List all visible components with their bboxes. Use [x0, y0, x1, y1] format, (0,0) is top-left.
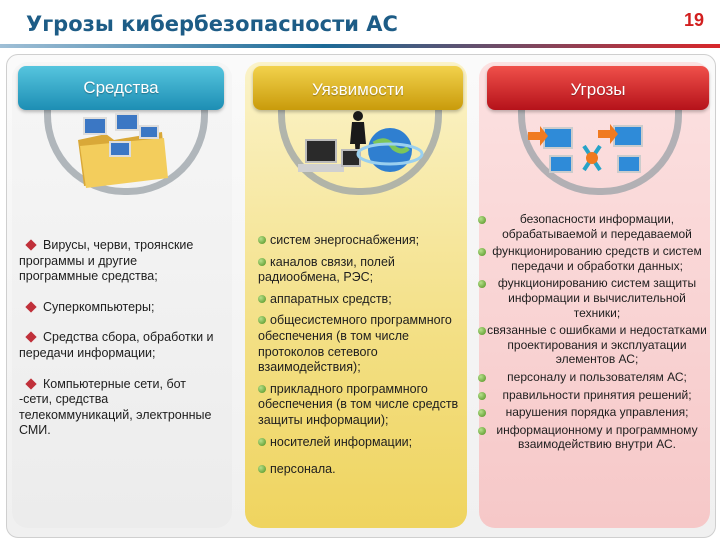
list-item: нарушения порядка управления; [485, 405, 709, 420]
page-number: 19 [683, 10, 704, 30]
list-item: функционированию систем защиты информации и вычислительной техники; [485, 276, 709, 320]
list-item: носителей информации; [258, 435, 464, 451]
green-dot-bullet-icon [258, 316, 266, 324]
list-item: Суперкомпьютеры; [19, 300, 219, 316]
title-underline [0, 44, 720, 48]
green-dot-bullet-icon [478, 280, 486, 288]
person-computer-globe-icon [290, 110, 426, 182]
green-dot-bullet-icon [478, 327, 486, 335]
vulnerabilities-list [258, 233, 464, 484]
green-dot-bullet-icon [478, 392, 486, 400]
list-item: правильности принятия решений; [485, 388, 709, 403]
list-item: персоналу и пользователям АС; [485, 370, 709, 385]
green-dot-bullet-icon [258, 236, 266, 244]
network-computers-icon [528, 116, 658, 184]
column-header-vulnerabilities: Уязвимости [253, 66, 463, 110]
diamond-bullet-icon [25, 378, 36, 389]
list-item: связанные с ошибками и недостатками проектирования и эксплуатации элементов АС; [485, 323, 709, 367]
column-header-threats: Угрозы [487, 66, 709, 110]
list-item: систем энергоснабжения; [258, 233, 464, 249]
list-item: функционированию средств и систем передачи и обработки данных; [485, 244, 709, 273]
green-dot-bullet-icon [478, 427, 486, 435]
means-list [19, 238, 219, 454]
list-item: Компьютерные сети, бот -сети, средства телекоммуникаций, электронные СМИ. [19, 376, 212, 438]
green-dot-bullet-icon [478, 248, 486, 256]
green-dot-bullet-icon [478, 409, 486, 417]
list-item: информационному и программному взаимодействию внутри АС. [485, 423, 709, 452]
list-item: аппаратных средств; [258, 292, 464, 308]
diamond-bullet-icon [25, 332, 36, 343]
list-item: общесистемного программного обеспечения (в том числе протоколов сетевого взаимодействия); [258, 313, 452, 375]
list-item: каналов связи, полей радиообмена, РЭС; [258, 254, 395, 285]
green-dot-bullet-icon [258, 385, 266, 393]
diamond-bullet-icon [25, 239, 36, 250]
column-header-means: Средства [18, 66, 224, 110]
green-dot-bullet-icon [258, 295, 266, 303]
green-dot-bullet-icon [258, 465, 266, 473]
green-dot-bullet-icon [258, 438, 266, 446]
slide-title: Угрозы кибербезопасности АС [26, 12, 398, 36]
folder-computers-icon [70, 112, 180, 190]
list-item: персонала. [258, 462, 464, 478]
green-dot-bullet-icon [258, 258, 266, 266]
green-dot-bullet-icon [478, 216, 486, 224]
diamond-bullet-icon [25, 301, 36, 312]
list-item: прикладного программного обеспечения (в том числе средств защиты информации); [258, 381, 459, 427]
green-dot-bullet-icon [478, 374, 486, 382]
list-item: Вирусы, черви, троянские программы и другие программные средства; [19, 238, 194, 284]
list-item: безопасности информации, обрабатываемой и передаваемой [485, 212, 709, 241]
threats-list [485, 212, 709, 455]
list-item: Средства сбора, обработки и передачи информации; [19, 330, 214, 360]
